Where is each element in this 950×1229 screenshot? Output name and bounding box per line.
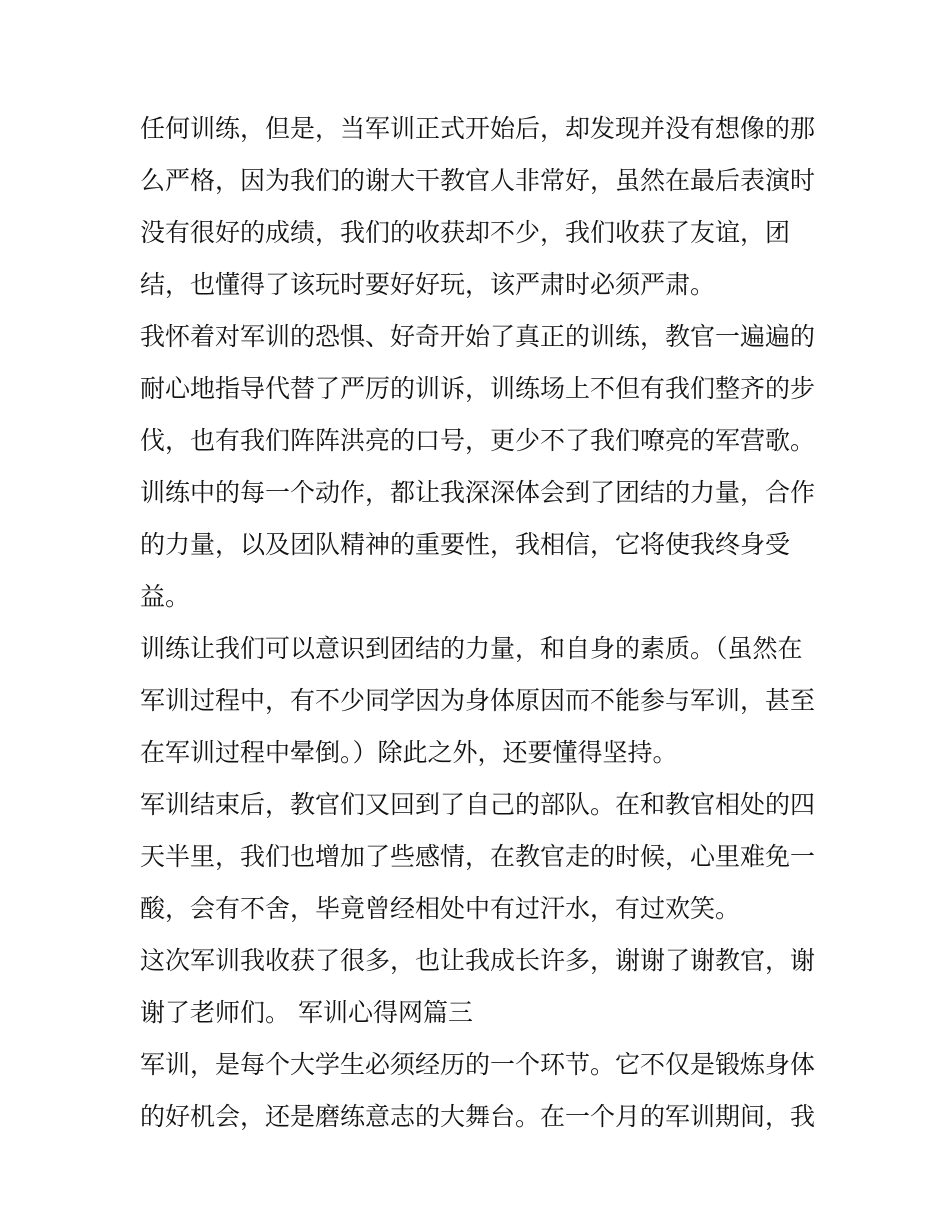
- text-line: 谢了老师们。 军训心得网篇三: [140, 998, 473, 1027]
- text-line: 军训结束后，教官们又回到了自己的部队。在和教官相处的四: [140, 790, 816, 819]
- text-line: 训练中的每一个动作，都让我深深体会到了团结的力量，合作: [140, 478, 816, 507]
- text-line: 军训过程中，有不少同学因为身体原因而不能参与军训，甚至: [140, 686, 816, 715]
- text-line: 我怀着对军训的恐惧、好奇开始了真正的训练，教官一遍遍的: [140, 322, 816, 351]
- text-line: 天半里，我们也增加了些感情，在教官走的时候，心里难免一: [140, 842, 816, 871]
- text-line: 的力量，以及团队精神的重要性，我相信，它将使我终身受: [140, 530, 791, 559]
- text-line: 结，也懂得了该玩时要好好玩，该严肃时必须严肃。: [140, 270, 716, 299]
- body-text: [140, 103, 820, 1143]
- text-line: 军训，是每个大学生必须经历的一个环节。它不仅是锻炼身体: [140, 1050, 816, 1079]
- text-line: 这次军训我收获了很多，也让我成长许多，谢谢了谢教官，谢: [140, 946, 816, 975]
- text-line: 酸，会有不舍，毕竟曾经相处中有过汗水，有过欢笑。: [140, 894, 741, 923]
- text-line: 益。: [140, 582, 191, 611]
- text-line: 训练让我们可以意识到团结的力量，和自身的素质。（虽然在: [140, 634, 803, 663]
- text-line: 伐，也有我们阵阵洪亮的口号，更少不了我们嘹亮的军营歌。: [140, 426, 816, 455]
- text-line: 没有很好的成绩，我们的收获却不少，我们收获了友谊，团: [140, 218, 791, 247]
- text-line: 耐心地指导代替了严厉的训诉，训练场上不但有我们整齐的步: [140, 374, 816, 403]
- text-line: 么严格，因为我们的谢大干教官人非常好，虽然在最后表演时: [140, 166, 816, 195]
- text-line: 的好机会，还是磨练意志的大舞台。在一个月的军训期间，我: [140, 1102, 816, 1131]
- text-line: 任何训练，但是，当军训正式开始后，却发现并没有想像的那: [140, 114, 816, 143]
- text-line: 在军训过程中晕倒。）除此之外，还要懂得坚持。: [140, 738, 678, 767]
